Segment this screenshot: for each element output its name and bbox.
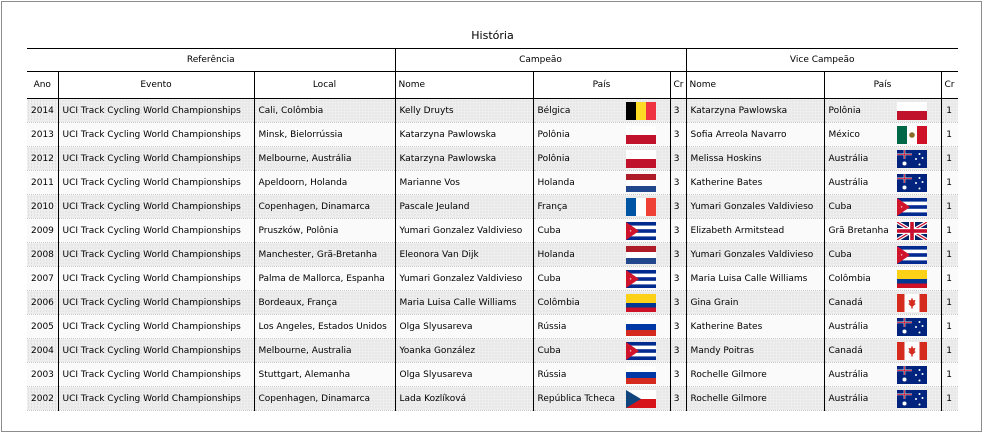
uk-flag-icon [897, 222, 927, 240]
group-header-referencia: Referência [27, 49, 395, 72]
cell-local-text: Palma de Mallorca, Espanha [258, 273, 385, 284]
cell-campeao-pais-text: Cuba [537, 273, 561, 284]
column-header-vice-nome: Nome [686, 72, 824, 99]
cell-campeao-cr-text: 3 [673, 201, 680, 212]
cell-vice-cr [941, 195, 958, 219]
cell-vice-pais-text: Grã Bretanha [828, 225, 889, 236]
cell-campeao-pais [533, 147, 670, 171]
cell-ano-text: 2009 [31, 225, 54, 236]
cell-campeao-cr-text: 3 [673, 345, 680, 356]
cell-vice-cr [941, 123, 958, 147]
cell-ano-text: 2003 [31, 369, 54, 380]
cell-vice-cr-text: 1 [946, 153, 952, 164]
cell-campeao-pais-text: Polônia [537, 129, 570, 140]
cell-campeao-pais-text: Rússia [537, 369, 567, 380]
cell-vice-nome [686, 147, 824, 171]
cell-evento [58, 195, 254, 219]
cell-campeao-cr-text: 3 [673, 177, 680, 188]
cell-evento [58, 291, 254, 315]
group-header-campeao: Campeão [395, 49, 686, 72]
cell-campeao-cr [670, 315, 686, 339]
cell-vice-nome-text: Maria Luisa Calle Williams [690, 273, 808, 284]
cell-campeao-pais [533, 387, 670, 411]
cell-ano [27, 219, 58, 243]
cell-vice-cr [941, 171, 958, 195]
cell-vice-pais [824, 195, 941, 219]
cell-vice-nome-text: Yumari Gonzales Valdivieso [690, 201, 814, 212]
cell-local-text: Melbourne, Austrália [258, 153, 352, 164]
cell-evento [58, 243, 254, 267]
cuba-flag-icon [626, 270, 656, 288]
cell-vice-pais [824, 147, 941, 171]
cell-vice-pais-text: Austrália [828, 321, 869, 332]
cell-local-text: Copenhagen, Dinamarca [258, 201, 371, 212]
cell-vice-pais-text: Canadá [828, 345, 863, 356]
cell-campeao-nome [395, 171, 533, 195]
table-row [27, 339, 958, 363]
column-header-local: Local [254, 72, 395, 99]
cell-local [254, 339, 395, 363]
australia-flag-icon [897, 318, 927, 336]
colombia-flag-icon [626, 294, 656, 312]
cell-local-text: Melbourne, Australia [258, 345, 352, 356]
cell-local [254, 123, 395, 147]
cell-local-text: Pruszków, Polônia [258, 225, 339, 236]
cell-campeao-pais [533, 99, 670, 123]
cell-campeao-nome-text: Yoanka González [399, 345, 476, 356]
cell-evento-text: UCI Track Cycling World Championships [62, 369, 241, 380]
cell-vice-nome-text: Katarzyna Pawlowska [690, 105, 788, 116]
cell-campeao-pais-text: Polônia [537, 153, 570, 164]
cell-local [254, 147, 395, 171]
cell-vice-cr [941, 363, 958, 387]
cell-campeao-cr [670, 243, 686, 267]
cell-vice-pais-text: Cuba [828, 201, 852, 212]
cell-campeao-cr [670, 387, 686, 411]
cell-vice-pais-text: Austrália [828, 177, 869, 188]
cell-vice-pais [824, 243, 941, 267]
cell-campeao-pais [533, 363, 670, 387]
cell-campeao-nome [395, 315, 533, 339]
table-row [27, 195, 958, 219]
cell-vice-pais [824, 387, 941, 411]
cell-evento [58, 387, 254, 411]
column-header-campeao-cr: Cr [670, 72, 686, 99]
table-row [27, 291, 958, 315]
australia-flag-icon [897, 174, 927, 192]
cell-vice-cr-text: 1 [946, 249, 952, 260]
cell-vice-nome-text: Rochelle Gilmore [690, 393, 767, 404]
cell-campeao-cr-text: 3 [673, 153, 680, 164]
cuba-flag-icon [897, 246, 927, 264]
cell-campeao-cr [670, 339, 686, 363]
cell-ano-text: 2008 [31, 249, 54, 260]
cell-vice-nome-text: Melissa Hoskins [690, 153, 762, 164]
australia-flag-icon [897, 390, 927, 408]
cell-evento [58, 99, 254, 123]
cell-vice-cr [941, 243, 958, 267]
cell-vice-pais [824, 291, 941, 315]
column-header-vice-cr: Cr [941, 72, 958, 99]
cell-vice-nome [686, 291, 824, 315]
cell-evento-text: UCI Track Cycling World Championships [62, 105, 241, 116]
cell-vice-cr [941, 387, 958, 411]
cell-vice-pais [824, 171, 941, 195]
cell-campeao-pais [533, 291, 670, 315]
table-row [27, 363, 958, 387]
cell-ano-text: 2014 [31, 105, 54, 116]
cell-campeao-pais-text: Holanda [537, 249, 575, 260]
cell-campeao-cr-text: 3 [673, 369, 680, 380]
cell-campeao-nome-text: Yumari Gonzalez Valdivieso [399, 225, 523, 236]
cell-ano [27, 99, 58, 123]
cell-evento [58, 219, 254, 243]
column-header-vice-pais: País [824, 72, 941, 99]
cell-vice-cr-text: 1 [946, 273, 952, 284]
cell-vice-nome-text: Elizabeth Armitstead [690, 225, 785, 236]
cell-vice-pais [824, 267, 941, 291]
cell-campeao-cr [670, 147, 686, 171]
cell-campeao-pais [533, 195, 670, 219]
cell-campeao-nome [395, 363, 533, 387]
cell-campeao-nome-text: Marianne Vos [399, 177, 460, 188]
cell-campeao-pais [533, 171, 670, 195]
cell-vice-nome-text: Katherine Bates [690, 177, 763, 188]
cell-evento [58, 315, 254, 339]
cell-evento [58, 147, 254, 171]
cell-evento [58, 267, 254, 291]
cuba-flag-icon [626, 222, 656, 240]
cell-campeao-pais-text: República Tcheca [537, 393, 615, 404]
cell-campeao-nome [395, 123, 533, 147]
cell-ano [27, 291, 58, 315]
cell-vice-cr-text: 1 [946, 105, 952, 116]
cuba-flag-icon [626, 342, 656, 360]
cell-campeao-cr [670, 195, 686, 219]
cell-campeao-nome [395, 99, 533, 123]
cell-ano [27, 315, 58, 339]
cell-ano-text: 2012 [31, 153, 54, 164]
cell-evento-text: UCI Track Cycling World Championships [62, 153, 241, 164]
column-header-campeao-pais: País [533, 72, 670, 99]
cell-campeao-cr [670, 267, 686, 291]
cell-campeao-pais [533, 123, 670, 147]
cell-ano-text: 2011 [31, 177, 54, 188]
table-row [27, 147, 958, 171]
cell-local-text: Los Angeles, Estados Unidos [258, 321, 387, 332]
cell-campeao-nome-text: Katarzyna Pawlowska [399, 129, 497, 140]
cell-evento-text: UCI Track Cycling World Championships [62, 297, 241, 308]
cell-campeao-nome [395, 387, 533, 411]
cell-vice-pais [824, 219, 941, 243]
cell-vice-nome [686, 219, 824, 243]
cell-vice-pais [824, 99, 941, 123]
cell-campeao-cr [670, 123, 686, 147]
cell-campeao-pais-text: Cuba [537, 225, 561, 236]
page-title: História [471, 29, 514, 42]
cell-ano-text: 2004 [31, 345, 54, 356]
cell-campeao-nome [395, 291, 533, 315]
cell-ano-text: 2002 [31, 393, 54, 404]
cell-vice-nome-text: Katherine Bates [690, 321, 763, 332]
cell-campeao-nome-text: Pascale Jeuland [399, 201, 470, 212]
cell-ano-text: 2013 [31, 129, 54, 140]
cell-vice-nome-text: Sofia Arreola Navarro [690, 129, 787, 140]
cell-vice-pais [824, 123, 941, 147]
cell-campeao-nome [395, 243, 533, 267]
cell-campeao-cr [670, 291, 686, 315]
cell-campeao-pais [533, 267, 670, 291]
cell-ano [27, 387, 58, 411]
cell-local [254, 99, 395, 123]
cell-local [254, 219, 395, 243]
cell-vice-cr-text: 1 [946, 321, 952, 332]
poland-flag-icon [897, 102, 927, 120]
cell-vice-nome-text: Yumari Gonzales Valdivieso [690, 249, 814, 260]
cell-ano [27, 147, 58, 171]
table-row [27, 219, 958, 243]
cell-ano [27, 123, 58, 147]
cell-local [254, 291, 395, 315]
cell-campeao-cr-text: 3 [673, 297, 680, 308]
cell-campeao-pais-text: França [537, 201, 568, 212]
cell-campeao-nome [395, 219, 533, 243]
cell-campeao-nome-text: Lada Kozlíková [399, 393, 467, 404]
cell-campeao-cr-text: 3 [673, 105, 680, 116]
table-row [27, 243, 958, 267]
cell-campeao-nome-text: Olga Slyusareva [399, 321, 473, 332]
russia-flag-icon [626, 366, 656, 384]
cell-evento-text: UCI Track Cycling World Championships [62, 273, 241, 284]
cell-vice-cr-text: 1 [946, 369, 952, 380]
history-table [27, 48, 958, 411]
poland-flag-icon [626, 150, 656, 168]
belgium-flag-icon [626, 102, 656, 120]
cell-campeao-nome [395, 267, 533, 291]
cell-vice-cr [941, 291, 958, 315]
table-row [27, 387, 958, 411]
cuba-flag-icon [897, 198, 927, 216]
cell-evento-text: UCI Track Cycling World Championships [62, 225, 241, 236]
cell-local [254, 363, 395, 387]
australia-flag-icon [897, 366, 927, 384]
cell-evento [58, 171, 254, 195]
cell-campeao-pais-text: Bélgica [537, 105, 571, 116]
cell-campeao-nome-text: Yumari Gonzalez Valdivieso [399, 273, 523, 284]
table-row [27, 267, 958, 291]
cell-vice-pais-text: Austrália [828, 369, 869, 380]
cell-ano [27, 267, 58, 291]
netherlands-flag-icon [626, 174, 656, 192]
cell-vice-pais-text: Canadá [828, 297, 863, 308]
table-row [27, 99, 958, 123]
cell-vice-pais [824, 363, 941, 387]
cell-campeao-nome-text: Kelly Druyts [399, 105, 454, 116]
cell-local-text: Manchester, Grã-Bretanha [258, 249, 378, 260]
cell-campeao-nome-text: Katarzyna Pawlowska [399, 153, 497, 164]
cell-ano-text: 2010 [31, 201, 54, 212]
canada-flag-icon [897, 342, 927, 360]
cell-vice-nome [686, 267, 824, 291]
column-header-ano: Ano [27, 72, 58, 99]
cell-campeao-nome [395, 195, 533, 219]
cell-vice-nome [686, 195, 824, 219]
cell-vice-cr [941, 315, 958, 339]
cell-evento [58, 363, 254, 387]
cell-vice-pais [824, 315, 941, 339]
cell-ano-text: 2007 [31, 273, 54, 284]
cell-ano [27, 243, 58, 267]
cell-campeao-pais [533, 243, 670, 267]
cell-vice-nome-text: Rochelle Gilmore [690, 369, 767, 380]
cell-local [254, 315, 395, 339]
cell-local-text: Stuttgart, Alemanha [258, 369, 351, 380]
cell-campeao-nome [395, 339, 533, 363]
cell-local-text: Apeldoorn, Holanda [258, 177, 348, 188]
cell-vice-cr-text: 1 [946, 345, 952, 356]
cell-campeao-pais [533, 315, 670, 339]
cell-evento [58, 339, 254, 363]
cell-campeao-pais-text: Cuba [537, 345, 561, 356]
cell-evento-text: UCI Track Cycling World Championships [62, 321, 241, 332]
cell-vice-cr-text: 1 [946, 129, 952, 140]
cell-local [254, 243, 395, 267]
cell-vice-pais-text: Colômbia [828, 273, 871, 284]
cell-vice-cr-text: 1 [946, 225, 952, 236]
cell-campeao-cr [670, 99, 686, 123]
cell-vice-cr-text: 1 [946, 393, 952, 404]
cell-vice-pais-text: Polônia [828, 105, 861, 116]
cell-vice-cr-text: 1 [946, 177, 952, 188]
netherlands-flag-icon [626, 246, 656, 264]
cell-vice-nome [686, 171, 824, 195]
cell-evento [58, 123, 254, 147]
cell-local-text: Copenhagen, Dinamarca [258, 393, 371, 404]
mexico-flag-icon [897, 126, 927, 144]
cell-ano [27, 339, 58, 363]
france-flag-icon [626, 198, 656, 216]
cell-vice-nome [686, 339, 824, 363]
cell-vice-cr-text: 1 [946, 201, 952, 212]
cell-vice-cr [941, 99, 958, 123]
cell-vice-nome [686, 387, 824, 411]
cell-campeao-cr-text: 3 [673, 225, 680, 236]
cell-campeao-cr-text: 3 [673, 249, 680, 260]
cell-campeao-cr [670, 219, 686, 243]
colombia-flag-icon [897, 270, 927, 288]
australia-flag-icon [897, 150, 927, 168]
cell-vice-nome-text: Mandy Poitras [690, 345, 754, 356]
cell-campeao-cr [670, 171, 686, 195]
cell-vice-nome-text: Gina Grain [690, 297, 739, 308]
cell-campeao-nome-text: Eleonora Van Dijk [399, 249, 479, 260]
russia-flag-icon [626, 318, 656, 336]
cell-local-text: Bordeaux, França [258, 297, 338, 308]
cell-local [254, 267, 395, 291]
cell-ano-text: 2006 [31, 297, 54, 308]
cell-vice-nome [686, 363, 824, 387]
cell-vice-nome [686, 123, 824, 147]
cell-campeao-cr-text: 3 [673, 273, 680, 284]
table-row [27, 315, 958, 339]
column-header-evento: Evento [58, 72, 254, 99]
cell-vice-pais-text: Cuba [828, 249, 852, 260]
cell-campeao-pais [533, 339, 670, 363]
czech-flag-icon [626, 390, 656, 408]
cell-ano [27, 195, 58, 219]
cell-vice-pais [824, 339, 941, 363]
cell-vice-pais-text: Austrália [828, 393, 869, 404]
cell-campeao-pais-text: Rússia [537, 321, 567, 332]
cell-campeao-cr-text: 3 [673, 393, 680, 404]
cell-vice-nome [686, 243, 824, 267]
cell-local [254, 171, 395, 195]
cell-evento-text: UCI Track Cycling World Championships [62, 345, 241, 356]
cell-ano [27, 171, 58, 195]
cell-evento-text: UCI Track Cycling World Championships [62, 201, 241, 212]
cell-campeao-nome-text: Olga Slyusareva [399, 369, 473, 380]
cell-local [254, 195, 395, 219]
cell-evento-text: UCI Track Cycling World Championships [62, 177, 241, 188]
column-header-campeao-nome: Nome [395, 72, 533, 99]
cell-ano-text: 2005 [31, 321, 54, 332]
group-header-vice: Vice Campeão [686, 49, 958, 72]
table-row [27, 171, 958, 195]
cell-evento-text: UCI Track Cycling World Championships [62, 129, 241, 140]
cell-vice-cr [941, 339, 958, 363]
cell-vice-pais-text: Austrália [828, 153, 869, 164]
cell-evento-text: UCI Track Cycling World Championships [62, 249, 241, 260]
cell-campeao-pais [533, 219, 670, 243]
cell-campeao-cr-text: 3 [673, 129, 680, 140]
cell-campeao-pais-text: Colômbia [537, 297, 580, 308]
cell-campeao-nome-text: Maria Luisa Calle Williams [399, 297, 517, 308]
cell-campeao-nome [395, 147, 533, 171]
cell-campeao-cr-text: 3 [673, 321, 680, 332]
cell-campeao-cr [670, 363, 686, 387]
cell-ano [27, 363, 58, 387]
cell-vice-cr [941, 147, 958, 171]
cell-evento-text: UCI Track Cycling World Championships [62, 393, 241, 404]
cell-campeao-pais-text: Holanda [537, 177, 575, 188]
cell-vice-cr [941, 219, 958, 243]
poland-flag-icon [626, 126, 656, 144]
cell-local-text: Cali, Colômbia [258, 105, 324, 116]
cell-local [254, 387, 395, 411]
cell-vice-cr-text: 1 [946, 297, 952, 308]
cell-vice-cr [941, 267, 958, 291]
cell-vice-nome [686, 315, 824, 339]
cell-vice-pais-text: México [828, 129, 860, 140]
table-row [27, 123, 958, 147]
canada-flag-icon [897, 294, 927, 312]
cell-local-text: Minsk, Bielorrússia [258, 129, 343, 140]
cell-vice-nome [686, 99, 824, 123]
